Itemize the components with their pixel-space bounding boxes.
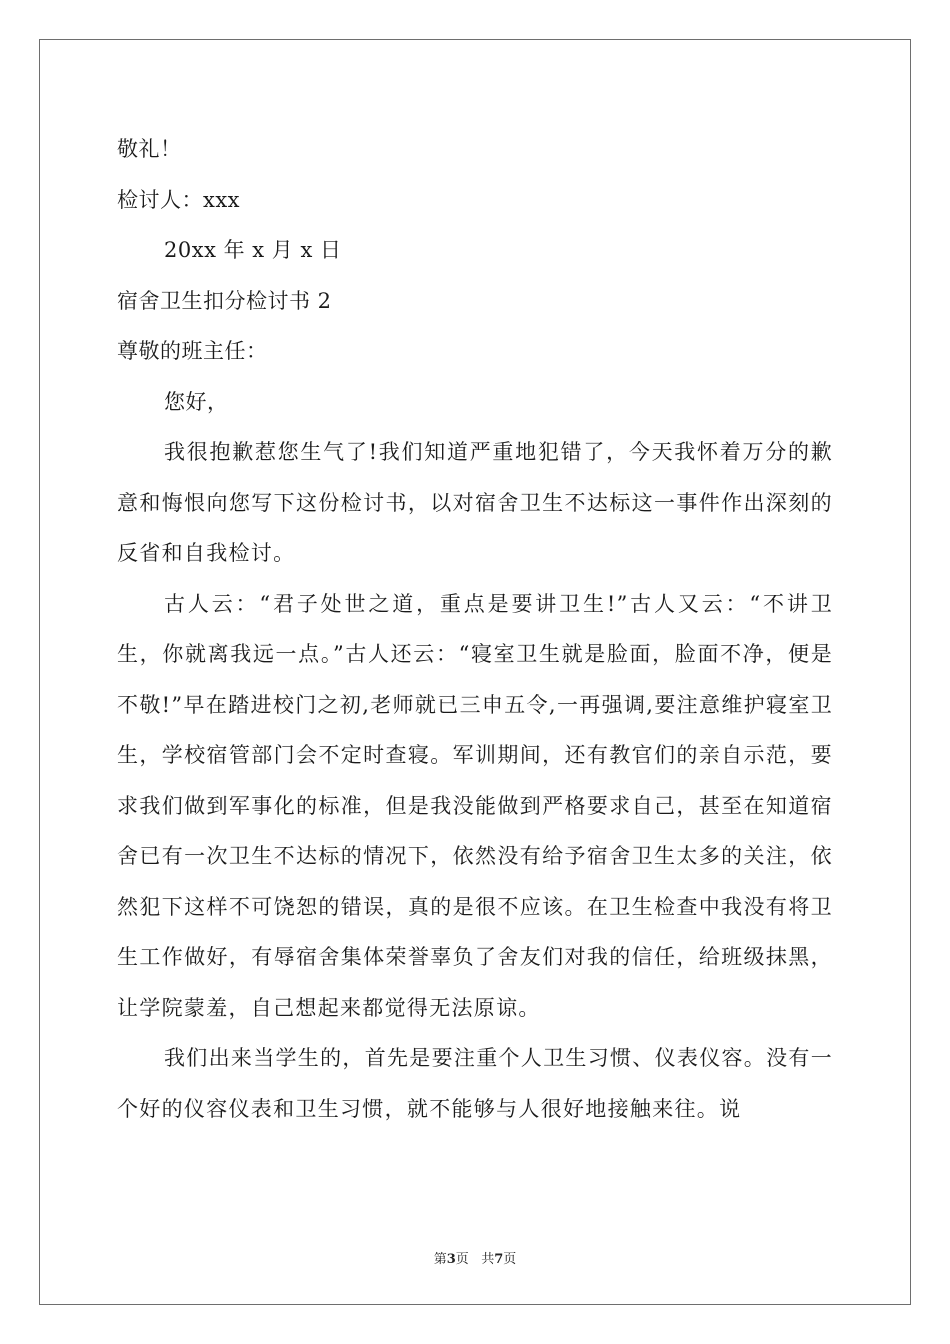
page-total-number: 7 [494, 1252, 504, 1267]
paragraph-apology: 我很抱歉惹您生气了!我们知道严重地犯错了，今天我怀着万分的歉意和悔恨向您写下这份检讨书，以对宿舍卫生不达标这一事件作出深刻的反省和自我检讨。 [117, 440, 833, 565]
page-current-number: 3 [446, 1252, 456, 1267]
greeting-line: 您好， [164, 389, 229, 414]
closing-line: 敬礼！ [117, 137, 182, 161]
total-prefix: 共 [481, 1252, 495, 1267]
paragraph-ancients: 古人云：“君子处世之道，重点是要讲卫生!”古人又云：“不讲卫生，你就离我远一点。”古人还云：“寝室卫生就是脸面，脸面不净，便是不敬!”早在踏进校门之初,老师就已三申五令,一再强调,要注意维护寝室卫生，学校宿管部门会不定时查寝。军训期间，还有教官们的亲自示范，要求我们做到军事化的标准，但是我没能做到严格要求自己，甚至在知道宿舍已有一次卫生不达标的情况下，依然没有给予宿舍卫生太多的关注，依然犯下这样不可饶恕的错误，真的是很不应该。在卫生检查中我没有将卫生工作做好，有辱宿舍集体荣誉辜负了舍友们对我的信任，给班级抹黑，让学院蒙羞，自己想起来都觉得无法原谅。 [117, 591, 833, 1020]
date-line: 20xx 年 x 月 x 日 [164, 238, 342, 262]
signer-line: 检讨人：xxx [117, 187, 241, 212]
total-suffix: 页 [503, 1252, 517, 1267]
page-footer [0, 1248, 950, 1267]
page-suffix: 页 [455, 1252, 469, 1267]
doc-title: 宿舍卫生扣分检讨书 2 [117, 288, 332, 313]
document-body [117, 124, 833, 1134]
page-prefix: 第 [433, 1252, 447, 1267]
salutation-line: 尊敬的班主任： [117, 339, 268, 363]
paragraph-student-hygiene: 我们出来当学生的，首先是要注重个人卫生习惯、仪表仪容。没有一个好的仪容仪表和卫生习惯，就不能够与人很好地接触来往。说 [117, 1046, 833, 1121]
